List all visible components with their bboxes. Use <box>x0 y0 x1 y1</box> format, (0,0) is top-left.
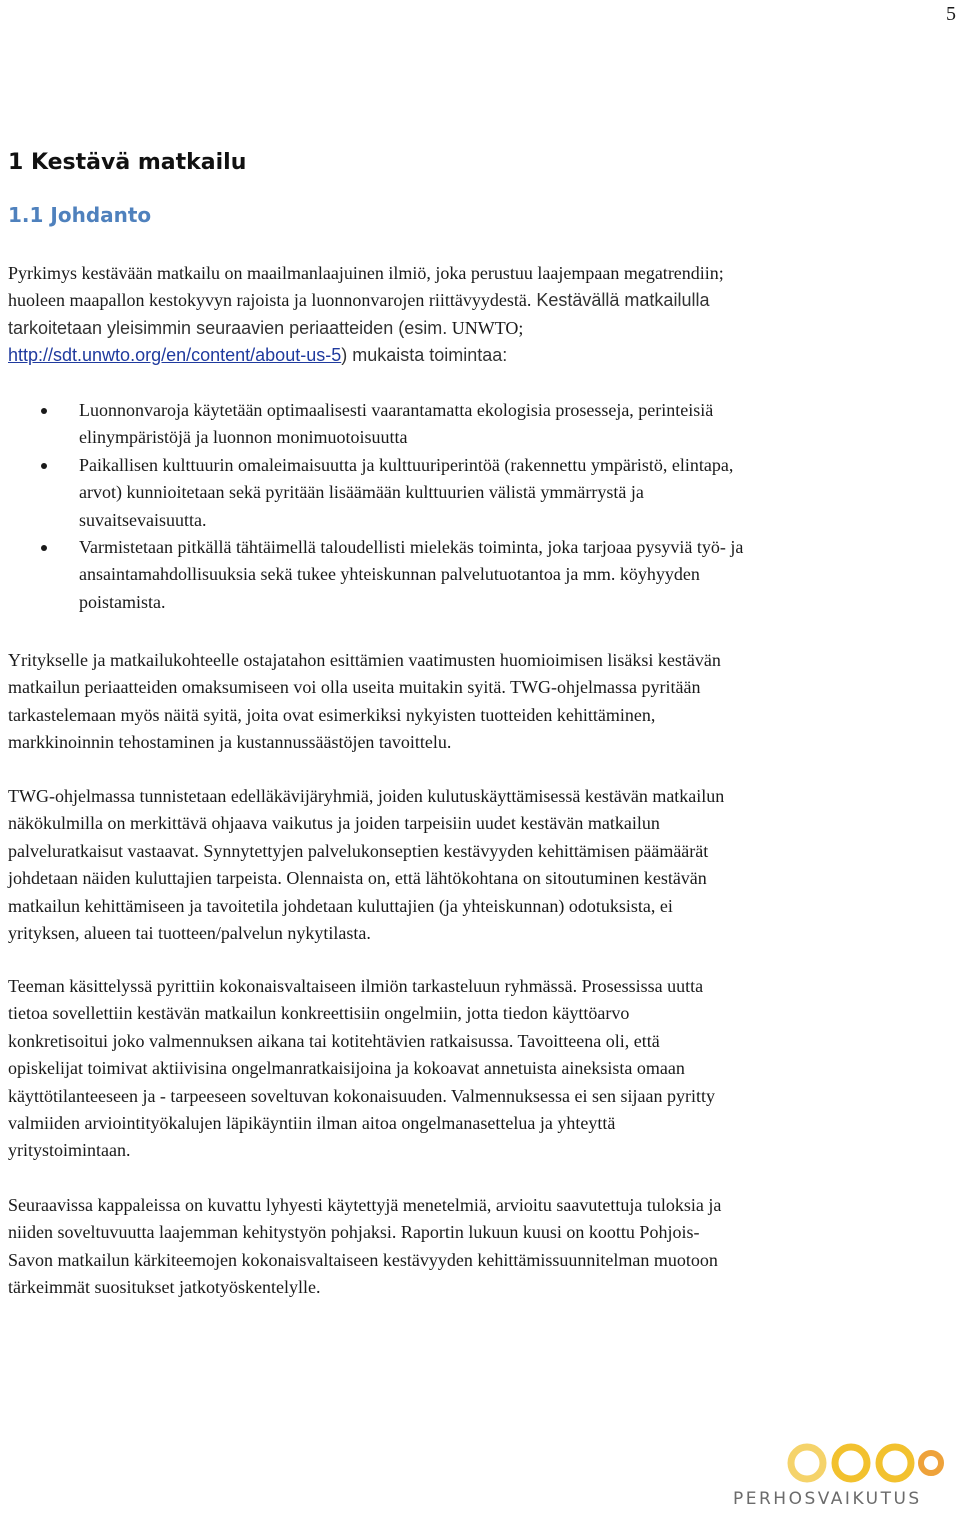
text-line: Pyrkimys kestävään matkailu on maailmanlaajuinen ilmiö, joka perustuu laajempaan megatrendiin; <box>8 263 724 283</box>
logo-ring-icon <box>835 1447 867 1479</box>
logo-ring-icon <box>791 1447 823 1479</box>
bullet-icon <box>41 463 47 469</box>
text-line: johdetaan näiden kuluttajien tarpeista. Olennaista on, että lähtökohtana on sitoutuminen kestävän <box>8 868 707 889</box>
text-line: Paikallisen kulttuurin omaleimaisuutta ja kulttuuriperintöä (rakennettu ympäristö, elintapa, <box>79 454 734 475</box>
list-item <box>0 397 960 452</box>
list-item <box>0 452 960 534</box>
text-line: yritystoimintaan. <box>8 1140 131 1161</box>
text-line: suvaitsevaisuutta. <box>79 509 207 530</box>
unwto-link[interactable]: http://sdt.unwto.org/en/content/about-us-5 <box>8 345 342 366</box>
text-line: tärkeimmät suositukset jatkotyöskentelylle. <box>8 1277 321 1298</box>
text-span: ) mukaista toimintaa: <box>341 345 508 366</box>
text-line: arvot) kunnioitetaan sekä pyritään lisäämään kulttuurien välistä ymmärrystä ja <box>79 482 644 503</box>
text-span: huoleen maapallon kestokyvyn rajoista ja luonnonvarojen riittävyydestä. <box>8 290 532 311</box>
bullet-icon <box>41 408 47 414</box>
logo-ring-icon <box>921 1453 941 1473</box>
bullet-icon <box>41 545 47 551</box>
text-span: UNWTO; <box>447 317 524 338</box>
logo-rings-icon <box>785 1441 945 1485</box>
logo-text: PERHOSVAIKUTUS <box>733 1489 922 1509</box>
intro-paragraph <box>8 260 956 370</box>
text-line <box>8 315 956 342</box>
text-line: Varmistetaan pitkällä tähtäimellä taloudellisti mielekäs toiminta, joka tarjoaa pysyviä työ- ja <box>79 537 744 558</box>
text-line: niiden soveltuvuutta laajemman kehitystyön pohjaksi. Raportin lukuun kuusi on koottu Pohjois- <box>8 1222 700 1243</box>
text-line: matkailun periaatteiden omaksumiseen voi olla useita muitakin syitä. TWG-ohjelmassa pyritään <box>8 677 701 698</box>
text-line: TWG-ohjelmassa tunnistetaan edelläkävijäryhmiä, joiden kulutuskäyttämisessä kestävän matkailun <box>8 786 725 806</box>
list-item <box>0 534 960 616</box>
text-line: poistamista. <box>79 591 166 612</box>
text-line: opiskelijat toimivat aktiivisina ongelmanratkaisijoina ja kokoavat annetuista aineksista omaan <box>8 1058 685 1079</box>
body-paragraph <box>8 1192 956 1302</box>
text-line: Teeman käsittelyssä pyrittiin kokonaisvaltaiseen ilmiön tarkasteluun ryhmässä. Prosessissa uutta <box>8 976 704 996</box>
text-line: näkökulmilla on merkittävä ohjaava vaikutus ja joiden tarpeisiin uudet kestävän matkailun <box>8 813 660 834</box>
text-line: valmiiden arviointityökalujen läpikäyntiin ilman aitoa ongelmanasettelua ja yhteyttä <box>8 1113 616 1134</box>
text-line: yrityksen, alueen tai tuotteen/palvelun nykytilasta. <box>8 923 371 944</box>
body-paragraph <box>8 973 956 1165</box>
body-paragraph <box>8 783 956 947</box>
principles-list <box>0 397 960 616</box>
perhosvaikutus-logo <box>733 1441 945 1511</box>
page-number: 5 <box>946 3 956 25</box>
text-line: tarkastelemaan myös näitä syitä, joita ovat esimerkiksi nykyisten tuotteiden kehittäminen, <box>8 704 656 725</box>
text-line <box>8 287 956 314</box>
text-line: Luonnonvaroja käytetään optimaalisesti vaarantamatta ekologisia prosesseja, perinteisiä <box>79 400 714 420</box>
body-paragraph <box>8 647 956 757</box>
text-line: markkinoinnin tehostaminen ja kustannussäästöjen tavoittelu. <box>8 732 452 753</box>
text-line <box>8 342 956 369</box>
text-line: Seuraavissa kappaleissa on kuvattu lyhyesti käytettyjä menetelmiä, arvioitu saavutettuja tuloksia ja <box>8 1195 722 1215</box>
chapter-heading: 1 Kestävä matkailu <box>8 150 247 175</box>
text-line: elinympäristöjä ja luonnon monimuotoisuutta <box>79 427 408 448</box>
section-heading: 1.1 Johdanto <box>8 203 152 227</box>
text-line: käyttötilanteeseen ja - tarpeeseen soveltuvan kokonaisuuden. Valmennuksessa ei sen sijaan pyritty <box>8 1085 715 1106</box>
text-line: Yritykselle ja matkailukohteelle ostajatahon esittämien vaatimusten huomioimisen lisäksi kestävän <box>8 650 721 670</box>
text-line: konkretisoitui joko valmennuksen aikana tai kotitehtävien ratkaisussa. Tavoitteena oli, että <box>8 1030 660 1051</box>
text-line: Savon matkailun kärkiteemojen kokonaisvaltaiseen kestävyyden kehittämissuunnitelman muotoon <box>8 1249 718 1270</box>
text-span: tarkoitetaan yleisimmin seuraavien periaatteiden (esim. <box>8 317 448 338</box>
text-span: Kestävällä matkailulla <box>531 290 710 311</box>
text-line: tietoa sovellettiin kestävän matkailun konkreettisiin ongelmiin, jotta tiedon käyttöarvo <box>8 1003 630 1024</box>
text-line: matkailun kehittämiseen ja tavoitetila johdetaan kuluttajien (ja yhteiskunnan) odotuksista, ei <box>8 895 673 916</box>
logo-ring-icon <box>879 1447 911 1479</box>
text-line: palveluratkaisut vastaavat. Synnytettyjen palvelukonseptien kestävyyden kehittämisen päämäärät <box>8 840 709 861</box>
text-line: ansaintamahdollisuuksia sekä tukee yhteiskunnan palvelutuotantoa ja mm. köyhyyden <box>79 564 700 585</box>
